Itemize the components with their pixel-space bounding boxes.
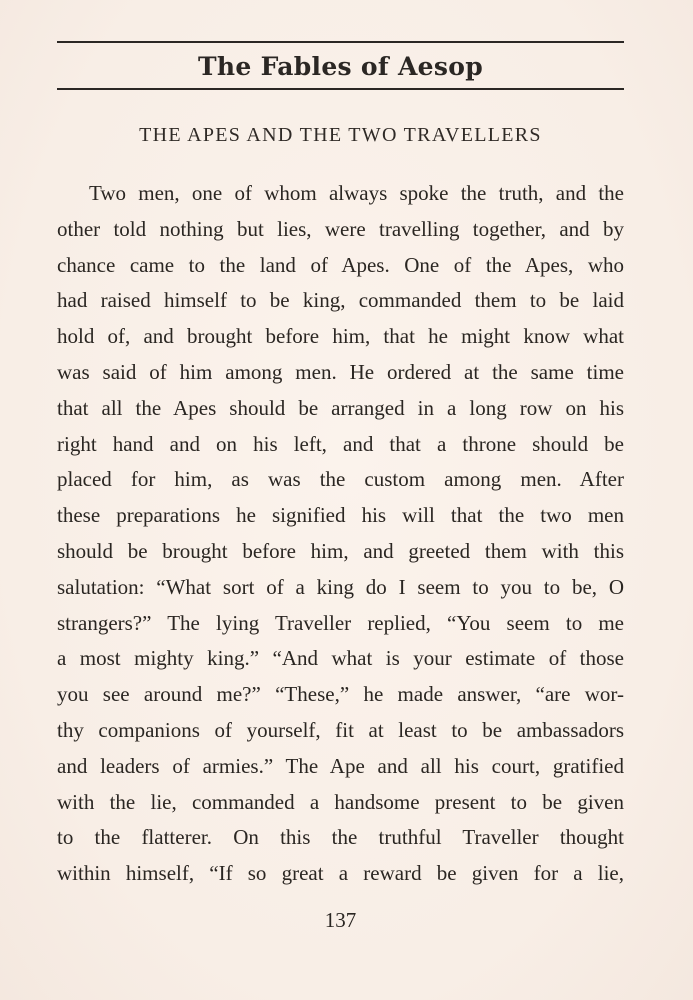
text-line: hold of, and brought before him, that he might know what bbox=[57, 324, 624, 349]
text-line: placed for him, as was the custom among men. After bbox=[57, 467, 624, 492]
text-line: that all the Apes should be arranged in a long row on his bbox=[57, 395, 624, 420]
text-line: Two men, one of whom always spoke the truth, and the bbox=[89, 181, 624, 205]
text-line: had raised himself to be king, commanded them to be laid bbox=[57, 288, 624, 313]
text-line: with the lie, commanded a handsome present to be given bbox=[57, 789, 624, 814]
text-line: you see around me?” “These,” he made answer, “are wor- bbox=[57, 682, 624, 707]
text-line: should be brought before him, and greeted them with this bbox=[57, 538, 624, 563]
text-line: a most mighty king.” “And what is your estimate of those bbox=[57, 646, 624, 671]
text-line: and leaders of armies.” The Ape and all his court, gratified bbox=[57, 753, 624, 778]
text-line: was said of him among men. He ordered at the same time bbox=[57, 359, 624, 384]
page-number: 137 bbox=[324, 908, 357, 932]
text-line: salutation: “What sort of a king do I seem to you to be, O bbox=[57, 574, 624, 599]
text-line: right hand and on his left, and that a throne should be bbox=[57, 431, 624, 456]
header-rule-bottom bbox=[57, 88, 624, 90]
text-line: thy companions of yourself, fit at least to be ambassadors bbox=[57, 717, 624, 742]
text-line: to the flatterer. On this the truthful Traveller thought bbox=[57, 825, 624, 850]
running-head: The Fables of Aesop bbox=[198, 52, 483, 81]
text-line: within himself, “If so great a reward be given for a lie, bbox=[57, 861, 624, 886]
header-rule-top bbox=[57, 41, 624, 43]
text-line: other told nothing but lies, were travelling together, and by bbox=[57, 216, 624, 241]
chapter-title: THE APES AND THE TWO TRAVELLERS bbox=[139, 124, 542, 146]
text-line: these preparations he signified his will that the two men bbox=[57, 503, 624, 528]
text-line: chance came to the land of Apes. One of the Apes, who bbox=[57, 252, 624, 277]
body-text bbox=[57, 176, 624, 892]
text-line: strangers?” The lying Traveller replied, “You seem to me bbox=[57, 610, 624, 635]
